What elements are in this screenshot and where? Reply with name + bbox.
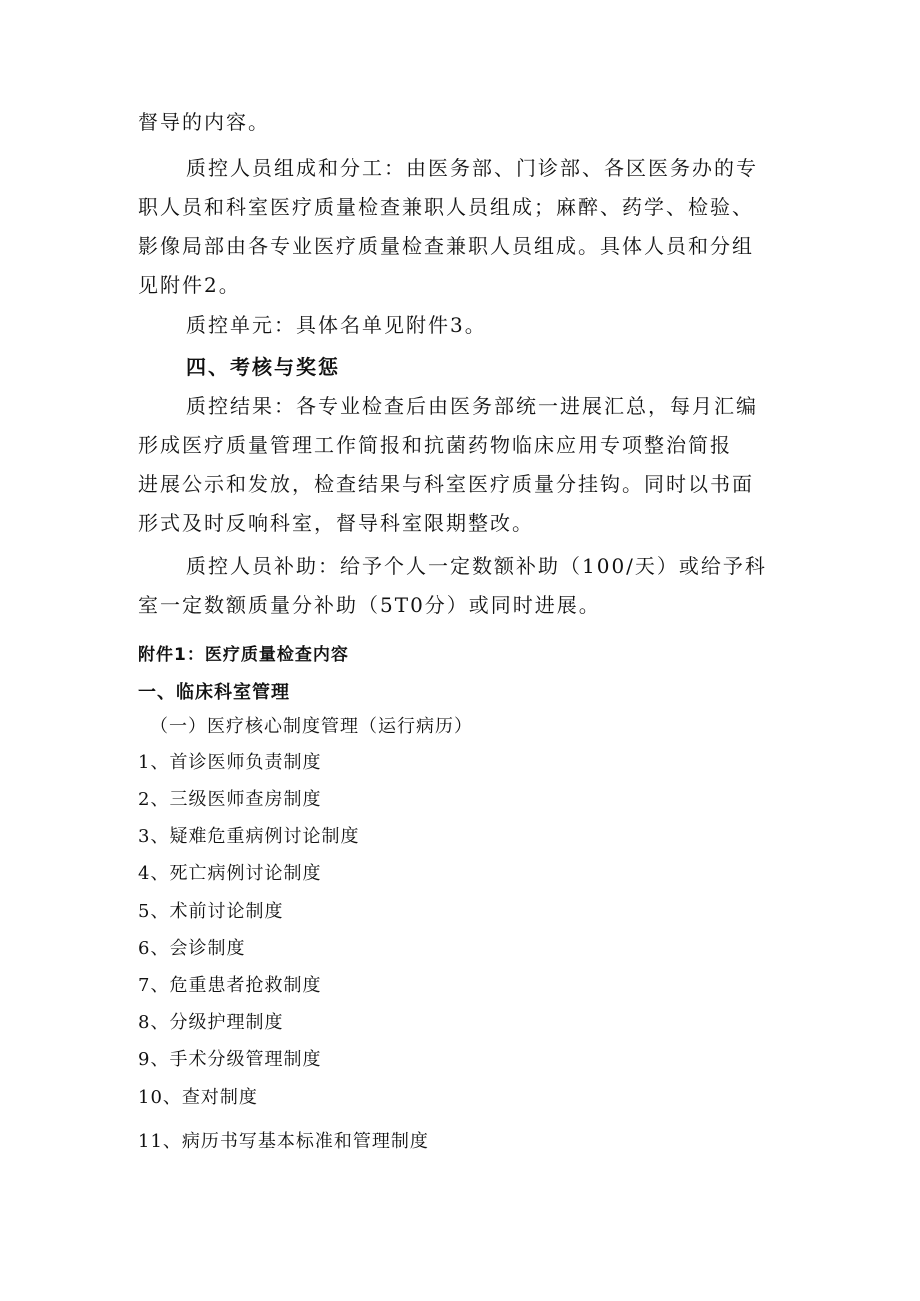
paragraph-line: 形成医疗质量管理工作简报和抗菌药物临床应用专项整治简报 [138, 433, 732, 457]
paragraph-line: 职人员和科室医疗质量检查兼职人员组成；麻醉、药学、检验、 [138, 195, 754, 219]
paragraph-line: 质控人员组成和分工：由医务部、门诊部、各区医务办的专 [186, 156, 758, 180]
list-item: 11、病历书写基本标准和管理制度 [138, 1131, 429, 1152]
paragraph-line: 进展公示和发放，检查结果与科室医疗质量分挂钩。同时以书面 [138, 472, 754, 496]
paragraph-line: 室一定数额质量分补助（5T0分）或同时进展。 [138, 593, 601, 617]
paragraph-line: 质控人员补助：给予个人一定数额补助（100/天）或给予科 [186, 554, 767, 578]
list-item: 5、术前讨论制度 [138, 901, 284, 922]
list-item: 1、首诊医师负责制度 [138, 752, 322, 773]
list-item: 3、疑难危重病例讨论制度 [138, 826, 360, 847]
section-heading: 一、临床科室管理 [138, 682, 290, 703]
section-heading: 四、考核与奖惩 [186, 355, 340, 379]
paragraph-line: 形式及时反响科室，督导科室限期整改。 [138, 511, 534, 535]
attachment-heading: 附件1：医疗质量检查内容 [138, 645, 349, 665]
list-item: 2、三级医师查房制度 [138, 789, 322, 810]
list-item: 4、死亡病例讨论制度 [138, 863, 322, 884]
paragraph-line: 影像局部由各专业医疗质量检查兼职人员组成。具体人员和分组 [138, 234, 754, 258]
list-item: 9、手术分级管理制度 [138, 1049, 322, 1070]
list-item: 7、危重患者抢救制度 [138, 975, 322, 996]
subsection-heading: （一）医疗核心制度管理（运行病历） [150, 716, 473, 737]
list-item: 10、查对制度 [138, 1087, 258, 1108]
paragraph-line: 督导的内容。 [138, 110, 270, 134]
paragraph-line: 质控结果：各专业检查后由医务部统一进展汇总，每月汇编 [186, 394, 758, 418]
paragraph-line: 见附件2。 [138, 273, 241, 297]
paragraph-line: 质控单元：具体名单见附件3。 [186, 313, 487, 337]
list-item: 8、分级护理制度 [138, 1012, 284, 1033]
list-item: 6、会诊制度 [138, 938, 246, 959]
